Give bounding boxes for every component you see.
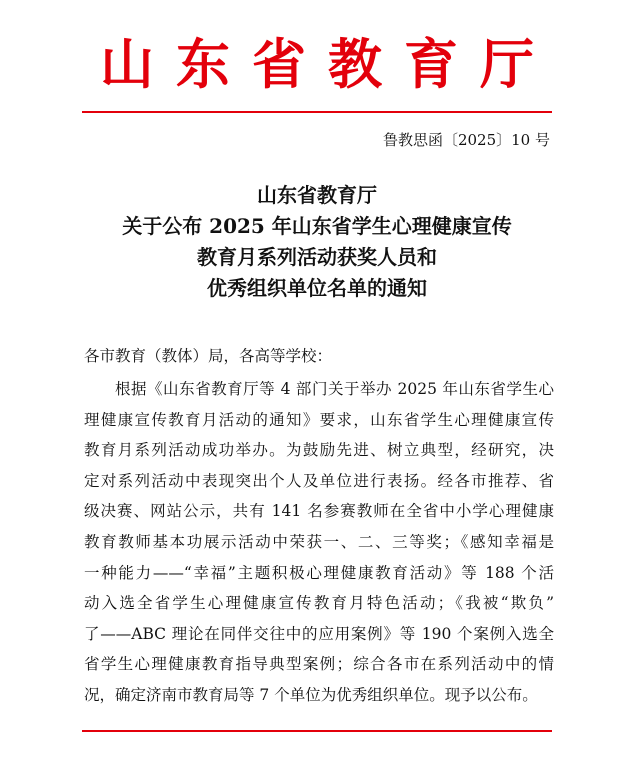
notice-title [82,180,552,304]
title-line-4: 优秀组织单位名单的通知 [207,276,427,300]
body-line-9: 了——ABC 理论在同伴交往中的应用案例》等 190 个案例入选全 [84,624,554,643]
masthead-title: 山东省教育厅 [100,33,556,96]
body-paragraph [84,374,554,711]
body-line-1: 根据《山东省教育厅等 4 部门关于举办 2025 年山东省学生心 [115,380,554,398]
body-line-10: 省学生心理健康教育指导典型案例；综合各市在系列活动中的情 [84,655,554,674]
title-line-2: 关于公布 2025 年山东省学生心理健康宣传 [122,214,512,238]
body-line-5: 级决赛、网站公示，共有 141 名参赛教师在全省中小学心理健康 [84,502,554,521]
body-line-4: 定对系列活动中表现突出个人及单位进行表扬。经各市推荐、省 [84,471,554,490]
document-number: 鲁教思函〔2025〕10 号 [382,131,550,149]
body-line-7: 一种能力——“幸福”主题积极心理健康教育活动》等 188 个活 [84,563,554,582]
header-red-rule [82,111,552,113]
footer-red-rule [82,730,552,732]
title-line-3: 教育月系列活动获奖人员和 [197,245,437,269]
body-line-8: 动入选全省学生心理健康宣传教育月特色活动；《我被“欺负” [84,594,554,613]
title-line-1: 山东省教育厅 [257,183,377,207]
body-line-6: 教育教师基本功展示活动中荣获一、二、三等奖；《感知幸福是 [84,532,554,551]
salutation: 各市教育（教体）局，各高等学校： [84,347,333,365]
body-line-11: 况，确定济南市教育局等 7 个单位为优秀组织单位。现予以公布。 [84,685,538,704]
body-line-2: 理健康宣传教育月活动的通知》要求，山东省学生心理健康宣传 [84,410,554,429]
body-line-3: 教育月系列活动成功举办。为鼓励先进、树立典型，经研究，决 [84,441,554,460]
